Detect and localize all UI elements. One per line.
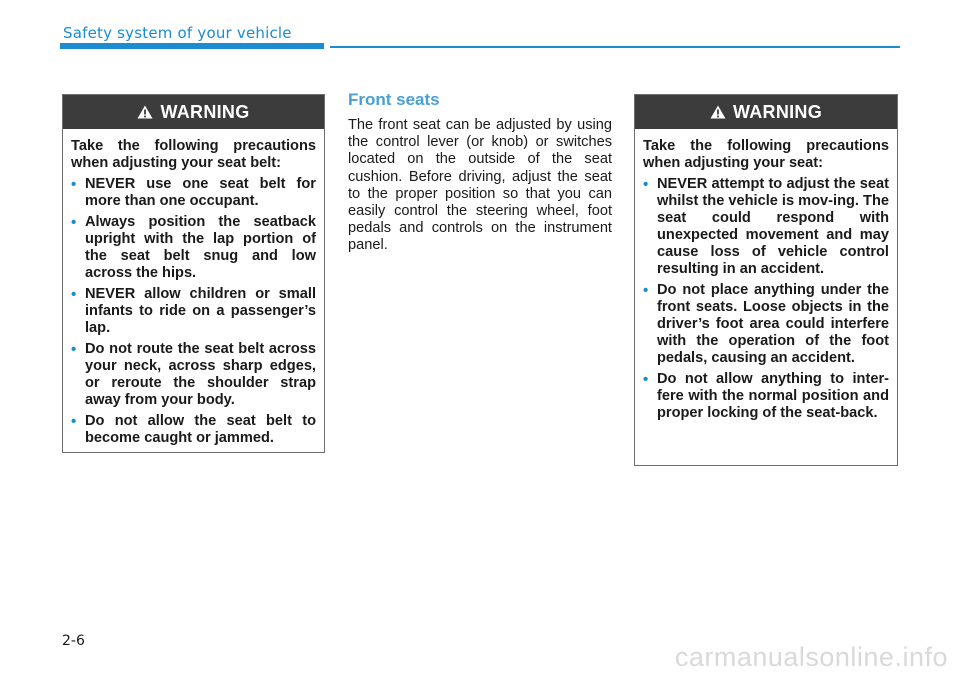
list-item-text: Always position the seatback upright with the lap portion of the seat belt snug and low across the hips. [85,214,316,281]
list-item [643,176,889,278]
list-item-text: NEVER attempt to adjust the seat whilst the vehicle is mov-ing. The seat could respond with unexpected movement and may cause loss of vehicle control resulting in an accident. [657,176,889,277]
warning-list [643,176,889,422]
bullet-icon: • [643,371,649,388]
list-item [71,341,316,409]
list-item [643,371,889,422]
list-item-text: Do not allow anything to inter-fere with the normal position and proper locking of the seat-back. [657,371,889,421]
bullet-icon: • [71,341,77,358]
bullet-icon: • [71,214,77,231]
header-bar-thin [330,46,900,48]
list-item-text: Do not allow the seat belt to become caught or jammed. [85,413,316,446]
list-item-text: NEVER allow children or small infants to ride on a passenger’s lap. [85,286,316,336]
warning-triangle-icon [137,105,153,119]
bullet-icon: • [71,176,77,193]
bullet-icon: • [71,413,77,430]
list-item-text: Do not route the seat belt across your neck, across sharp edges, or reroute the shoulder strap away from your body. [85,341,316,408]
list-item [71,413,316,447]
list-item [71,176,316,210]
section-heading: Front seats [348,90,440,109]
warning-body [635,129,897,436]
warning-intro: Take the following precautions when adjusting your seat: [643,138,889,171]
warning-label: WARNING [732,101,823,122]
bullet-icon: • [643,282,649,299]
warning-label: WARNING [160,101,250,122]
warning-triangle-icon [710,105,726,119]
list-item [71,214,316,282]
bullet-icon: • [643,176,649,193]
warning-header [635,95,897,129]
list-item [643,282,889,367]
warning-body [63,129,324,461]
header-bar-thick [60,43,324,49]
section-paragraph: The front seat can be adjusted by using the control lever (or knob) or switches located on the outside of the seat cushion. Before driving, adjust the seat to the proper position so that you can easily control the steering wheel, foot pedals and controls on the instrument panel. [348,117,612,254]
list-item [71,286,316,337]
warning-list [71,176,316,447]
left-warning-box [62,94,325,453]
header-title: Safety system of your vehicle [63,24,292,42]
warning-header [63,95,324,129]
watermark: carmanualsonline.info [674,642,948,672]
warning-intro: Take the following precautions when adjusting your seat belt: [71,138,316,171]
list-item-text: Do not place anything under the front seats. Loose objects in the driver’s foot area could interfere with the operation of the foot pedals, causing an accident. [657,282,889,366]
page-number: 2-6 [62,633,85,649]
bullet-icon: • [71,286,77,303]
list-item-text: NEVER use one seat belt for more than one occupant. [85,176,316,209]
right-warning-box [634,94,898,466]
